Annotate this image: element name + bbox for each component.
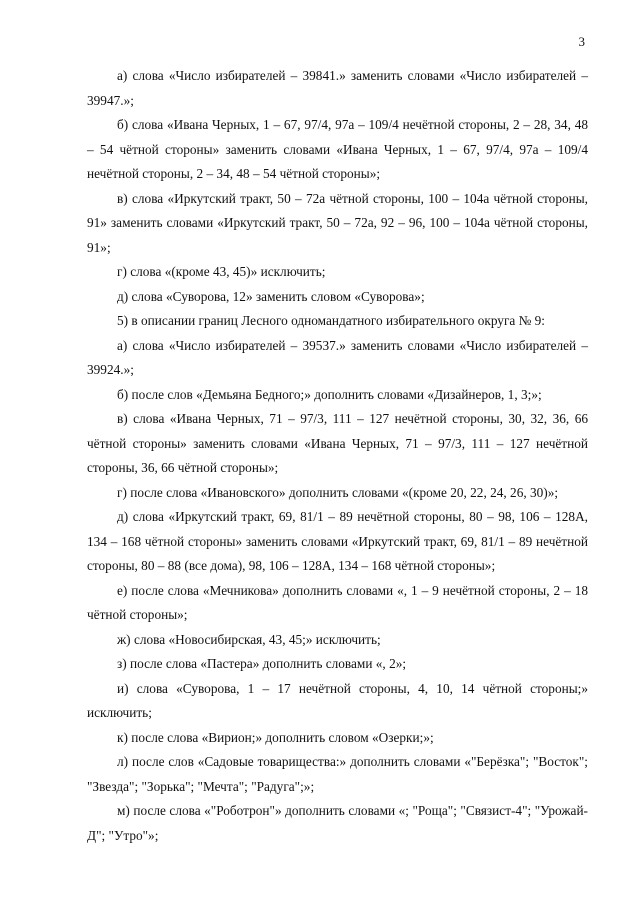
- paragraph-g-exclude: г) слова «(кроме 43, 45)» исключить;: [117, 264, 326, 279]
- paragraph-i-suvorova: и) слова «Суворова, 1 – 17 нечётной стороны, 4, 10, 14 чётной стороны;» исключить;: [87, 680, 588, 720]
- paragraph-v-ivana-chernykh-2: в) слова «Ивана Черных, 71 – 97/3, 111 – 127 нечётной стороны, 30, 32, 36, 66 чётной стороны» заменить словами «Ивана Черных, 71 – 97/3, 111 – 127 нечётной стороны, 36, 66 чётной стороны»;: [87, 411, 588, 475]
- paragraph-g-ivanovskogo: г) после слова «Ивановского» дополнить словами «(кроме 20, 22, 24, 26, 30)»;: [117, 484, 559, 500]
- paragraph-k-virion: к) после слова «Вирион;» дополнить словом «Озерки;»;: [117, 729, 434, 745]
- paragraph-m-robotron: м) после слова «"Роботрон"» дополнить словами «; "Роща"; "Связист-4"; "Урожай-Д"; "Утро"»;: [87, 803, 588, 843]
- paragraph-zh-novosibirskaya: ж) слова «Новосибирская, 43, 45;» исключить;: [117, 631, 381, 647]
- paragraph-v-irkutsky-trakt: в) слова «Иркутский тракт, 50 – 72а чётной стороны, 100 – 104а чётной стороны, 91» заменить словами «Иркутский тракт, 50 – 72а, 92 – 96, 100 – 104а чётной стороны, 91»;: [87, 190, 588, 255]
- paragraph-d-suvorova: д) слова «Суворова, 12» заменить словом «Суворова»;: [117, 288, 425, 304]
- paragraph-b-demyana-bednogo: б) после слов «Демьяна Бедного;» дополнить словами «Дизайнеров, 1, 3;»;: [117, 386, 542, 402]
- paragraph-b-ivana-chernykh: б) слова «Ивана Черных, 1 – 67, 97/4, 97а – 109/4 нечётной стороны, 2 – 28, 34, 48 – 54 чётной стороны» заменить словами «Ивана Черных, 1 – 67, 97/4, 97а – 109/4 нечётной стороны, 2 – 34, 48 – 54 чётной стороны»;: [87, 117, 588, 181]
- paragraph-a-voters-count: а) слова «Число избирателей – 39841.» заменить словами «Число избирателей – 39947.»;: [87, 68, 588, 108]
- document-body: [87, 64, 588, 848]
- page-number: 3: [578, 34, 585, 49]
- paragraph-z-pastera: з) после слова «Пастера» дополнить словами «, 2»;: [117, 656, 407, 671]
- paragraph-l-sadovye: л) после слов «Садовые товарищества:» дополнить словами «"Берёзка"; "Восток"; "Звезда"; "Зорька"; "Мечта"; "Радуга";»;: [87, 754, 588, 794]
- paragraph-e-mechnikova: е) после слова «Мечникова» дополнить словами «, 1 – 9 нечётной стороны, 2 – 18 чётной стороны»;: [87, 582, 588, 622]
- paragraph-d-irkutsky-trakt-2: д) слова «Иркутский тракт, 69, 81/1 – 89 нечётной стороны, 80 – 98, 106 – 128А, 134 – 168 чётной стороны» заменить словами «Иркутский тракт, 69, 81/1 – 89 нечётной стороны, 80 – 88 (все дома), 98, 106 – 128А, 134 – 168 чётной стороны»;: [87, 509, 588, 573]
- paragraph-5-lesnoy-district: 5) в описании границ Лесного одномандатного избирательного округа № 9:: [117, 313, 545, 328]
- paragraph-a-voters-count-2: а) слова «Число избирателей – 39537.» заменить словами «Число избирателей – 39924.»;: [87, 337, 588, 377]
